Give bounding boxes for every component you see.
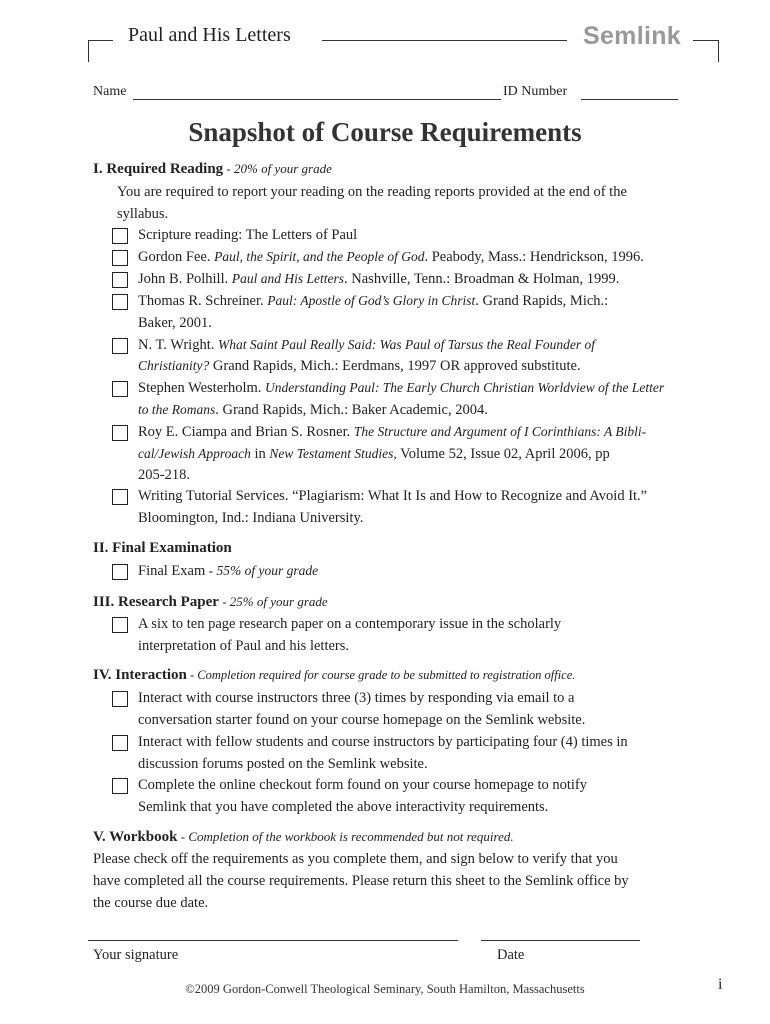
checkbox-ciampa[interactable]: [112, 425, 128, 441]
checkbox-interact-forums[interactable]: [112, 735, 128, 751]
fee-work: Paul, the Spirit, and the People of God: [214, 249, 425, 264]
course-title: Paul and His Letters: [128, 24, 291, 46]
reading-item-westerholm: [138, 380, 664, 397]
westerholm-author: Stephen Westerholm.: [138, 380, 266, 396]
signature-field[interactable]: [88, 940, 458, 941]
section-reading-heading: [93, 161, 332, 178]
schreiner-line2: Baker, 2001.: [138, 315, 212, 331]
exam-label: Final Exam: [138, 563, 206, 579]
ciampa-volume: Volume 52, Issue 02, April 2006, pp: [396, 446, 610, 462]
reading-item-polhill: [138, 271, 619, 288]
schreiner-author: Thomas R. Schreiner.: [138, 293, 268, 309]
id-label: ID Number: [503, 84, 568, 99]
fee-author: Gordon Fee.: [138, 249, 215, 265]
ciampa-line2: [138, 446, 610, 463]
wright-work: What Saint Paul Really Said: Was Paul of Tarsus the Real Founder of: [217, 337, 595, 352]
header-rule-left: [88, 40, 113, 41]
westerholm-work-cont: to the Romans: [138, 402, 216, 417]
ciampa-author: Roy E. Ciampa and Brian S. Rosner.: [138, 424, 354, 440]
checkbox-interact-instructors[interactable]: [112, 691, 128, 707]
paper-item-line2: interpretation of Paul and his letters.: [138, 638, 350, 654]
schreiner-work: Paul: Apostle of God’s Glory in Christ: [267, 293, 476, 308]
exam-note: - 55% of your grade: [205, 563, 319, 578]
section-paper-note: - 25% of your grade: [218, 594, 328, 609]
checkbox-final-exam[interactable]: [112, 564, 128, 580]
polhill-author: John B. Polhill.: [138, 271, 232, 287]
wright-publisher: Grand Rapids, Mich.: Eerdmans, 1997 OR approved substitute.: [209, 358, 581, 374]
reading-intro-line2: syllabus.: [117, 206, 169, 222]
section-paper-title: III. Research Paper: [93, 594, 219, 610]
section-workbook-heading: [93, 829, 514, 846]
wright-author: N. T. Wright.: [138, 337, 218, 353]
ciampa-line3: 205-218.: [138, 467, 190, 483]
fee-publisher: . Peabody, Mass.: Hendrickson, 1996.: [424, 249, 644, 265]
ciampa-in: in: [250, 446, 270, 462]
checkbox-polhill[interactable]: [112, 272, 128, 288]
ciampa-journal: New Testament Studies,: [269, 446, 397, 461]
section-reading-note: - 20% of your grade: [223, 161, 332, 176]
section-interaction-heading: [93, 667, 575, 684]
westerholm-publisher: . Grand Rapids, Mich.: Baker Academic, 2004.: [215, 402, 488, 418]
header-rule-middle: [322, 40, 567, 41]
paper-item-line1: A six to ten page research paper on a contemporary issue in the scholarly: [138, 616, 562, 632]
brand-logo: Semlink: [583, 22, 681, 50]
reading-intro-line1: You are required to report your reading on the reading reports provided at the end of the: [117, 184, 627, 200]
checkbox-scripture[interactable]: [112, 228, 128, 244]
interaction-3-line2: Semlink that you have completed the above interactivity requirements.: [138, 799, 549, 815]
section-exam-heading: II. Final Examination: [93, 540, 232, 556]
wright-line2: [138, 358, 581, 375]
wright-work-cont: Christianity?: [138, 358, 210, 373]
checkbox-research-paper[interactable]: [112, 617, 128, 633]
id-field[interactable]: [581, 99, 678, 100]
checkbox-plagiarism[interactable]: [112, 489, 128, 505]
checkbox-wright[interactable]: [112, 338, 128, 354]
page-number: i: [718, 976, 723, 993]
interaction-2-line1: Interact with fellow students and course instructors by participating four (4) times in: [138, 734, 628, 750]
checkbox-fee[interactable]: [112, 250, 128, 266]
header-tick-left: [88, 40, 89, 62]
schreiner-publisher: . Grand Rapids, Mich.:: [475, 293, 609, 309]
section-interaction-note: - Completion required for course grade to be submitted to registration office.: [186, 668, 576, 682]
reading-item-ciampa: [138, 424, 646, 441]
checkbox-checkout-form[interactable]: [112, 778, 128, 794]
section-workbook-title: V. Workbook: [93, 829, 178, 845]
polhill-work: Paul and His Letters: [231, 271, 345, 286]
checkbox-schreiner[interactable]: [112, 294, 128, 310]
exam-item: [138, 563, 318, 580]
workbook-para-line1: Please check off the requirements as you complete them, and sign below to verify that you: [93, 851, 618, 867]
reading-item-wright: [138, 337, 595, 354]
document-title: Snapshot of Course Requirements: [188, 117, 582, 147]
footer-copyright: ©2009 Gordon-Conwell Theological Seminary, South Hamilton, Massachusetts: [185, 982, 585, 996]
interaction-3-line1: Complete the online checkout form found on your course homepage to notify: [138, 777, 587, 793]
ciampa-work: The Structure and Argument of I Corinthians: A Bibli-: [353, 424, 647, 439]
date-field[interactable]: [481, 940, 640, 941]
interaction-2-line2: discussion forums posted on the Semlink website.: [138, 756, 428, 772]
header-rule-right: [693, 40, 718, 41]
section-paper-heading: [93, 594, 328, 611]
section-interaction-title: IV. Interaction: [93, 667, 187, 683]
checkbox-westerholm[interactable]: [112, 381, 128, 397]
name-field[interactable]: [133, 99, 501, 100]
header-tick-right: [718, 40, 719, 62]
date-label: Date: [497, 947, 525, 963]
westerholm-line2: [138, 402, 488, 419]
reading-item-schreiner: [138, 293, 608, 310]
signature-label: Your signature: [93, 947, 179, 963]
ciampa-work-cont: cal/Jewish Approach: [138, 446, 251, 461]
interaction-1-line2: conversation starter found on your course homepage on the Semlink website.: [138, 712, 586, 728]
interaction-1-line1: Interact with course instructors three (3) times by responding via email to a: [138, 690, 575, 706]
plagiarism-line2: Bloomington, Ind.: Indiana University.: [138, 510, 364, 526]
workbook-para-line2: have completed all the course requirements. Please return this sheet to the Semlink office by: [93, 873, 629, 889]
reading-item-fee: [138, 249, 644, 266]
reading-item-scripture: Scripture reading: The Letters of Paul: [138, 227, 358, 243]
reading-item-plagiarism: Writing Tutorial Services. “Plagiarism: What It Is and How to Recognize and Avoid It.”: [138, 488, 648, 504]
polhill-publisher: . Nashville, Tenn.: Broadman & Holman, 1999.: [344, 271, 620, 287]
section-reading-title: I. Required Reading: [93, 161, 224, 177]
westerholm-work: Understanding Paul: The Early Church Christian Worldview of the Letter: [265, 380, 665, 395]
name-label: Name: [93, 84, 127, 99]
workbook-para-line3: the course due date.: [93, 895, 209, 911]
section-workbook-note: - Completion of the workbook is recommended but not required.: [177, 829, 514, 844]
